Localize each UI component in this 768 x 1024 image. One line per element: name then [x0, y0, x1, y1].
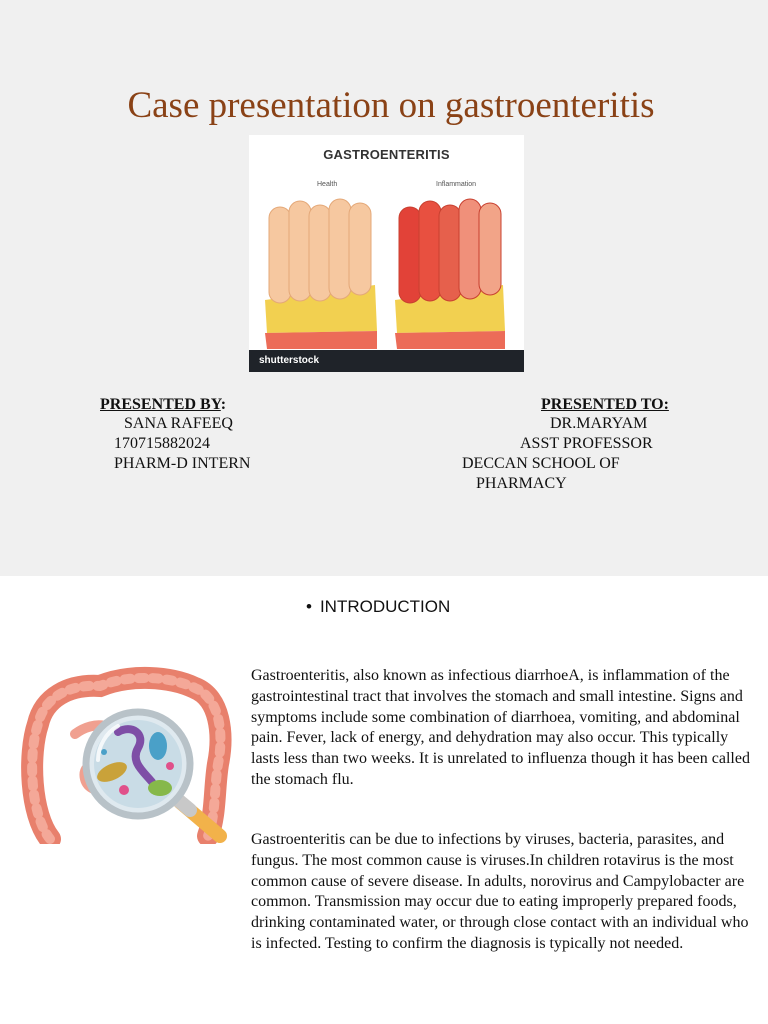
- presenter-name: SANA RAFEEQ: [124, 415, 233, 432]
- watermark-bar: [249, 350, 524, 372]
- watermark-logo: shutterstock: [259, 355, 320, 366]
- presenter-role: PHARM-D INTERN: [114, 455, 251, 472]
- recipient-org-line2: PHARMACY: [476, 475, 567, 492]
- presented-by-heading: PRESENTED BY:: [100, 396, 227, 413]
- illustration-label-health: Health: [317, 181, 338, 188]
- presented-to-heading: PRESENTED TO:: [541, 396, 669, 413]
- illustration-title: GASTROENTERITIS: [323, 147, 450, 162]
- villi-drawing: [249, 135, 524, 372]
- presenter-id: 170715882024: [114, 435, 210, 452]
- introduction-heading: INTRODUCTION: [319, 597, 451, 616]
- recipient-role: ASST PROFESSOR: [520, 435, 653, 452]
- introduction-bullet: [306, 597, 450, 617]
- gastroenteritis-illustration: [249, 135, 524, 372]
- bullet-dot: •: [306, 597, 312, 616]
- recipient-name: DR.MARYAM: [550, 415, 648, 432]
- intro-paragraph-1: Gastroenteritis, also known as infectious diarrhoeA, is inflammation of the gastrointestinal tract that involves the stomach and small intestine. Signs and symptoms include some combination of diarrhoea, vomiting, and abdominal pain. Fever, lack of energy, and dehydration may also occur. This typically lasts less than two weeks. It is unrelated to influenza though it has been called the stomach flu.: [251, 667, 750, 788]
- recipient-org-line1: DECCAN SCHOOL OF: [462, 455, 620, 472]
- illustration-label-inflammation: Inflammation: [436, 181, 477, 188]
- slide-title: Case presentation on gastroenteritis: [127, 85, 655, 126]
- intro-paragraph-2: Gastroenteritis can be due to infections by viruses, bacteria, parasites, and fungus. The most common cause is viruses.In children rotavirus is the most common cause of severe disease. In adults, norovirus and Campylobacter are common. Transmission may occur due to eating improperly prepared foods, drinking contaminated water, or through close contact with an individual who is infected. Testing to confirm the diagnosis is typically not needed.: [251, 831, 749, 952]
- intestine-magnifier-illustration: [20, 664, 240, 844]
